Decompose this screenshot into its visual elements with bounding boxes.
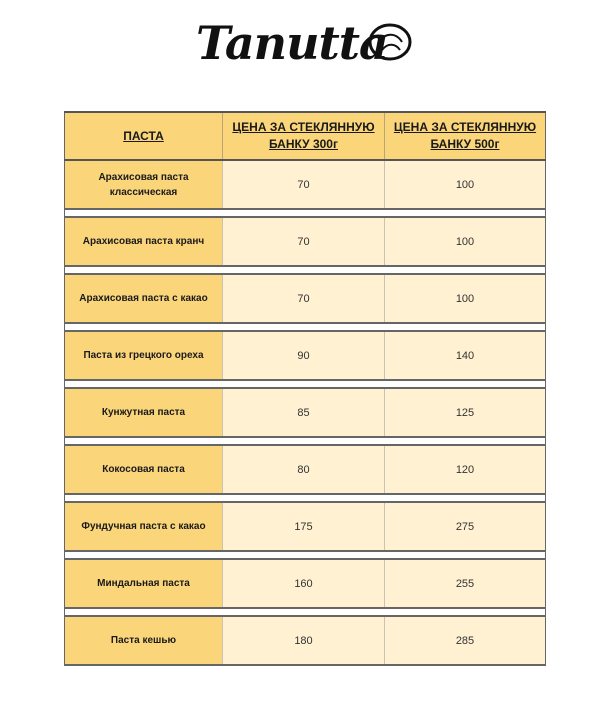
table-row bbox=[65, 502, 546, 551]
header-price-300: ЦЕНА ЗА СТЕКЛЯННУЮ БАНКУ 300г bbox=[223, 112, 385, 160]
row-price-500: 255 bbox=[385, 559, 546, 608]
row-name: Арахисовая паста классическая bbox=[65, 160, 223, 209]
row-price-500: 275 bbox=[385, 502, 546, 551]
row-gap bbox=[65, 494, 546, 502]
table-row bbox=[65, 559, 546, 608]
table-header-row bbox=[65, 112, 546, 160]
row-name: Арахисовая паста с какао bbox=[65, 274, 223, 323]
row-price-500: 125 bbox=[385, 388, 546, 437]
row-gap bbox=[65, 437, 546, 445]
table-row bbox=[65, 217, 546, 266]
nut-icon bbox=[368, 22, 412, 62]
row-price-300: 160 bbox=[223, 559, 385, 608]
row-gap bbox=[65, 551, 546, 559]
row-gap bbox=[65, 608, 546, 616]
row-gap bbox=[65, 209, 546, 217]
row-price-300: 70 bbox=[223, 217, 385, 266]
row-name: Миндальная паста bbox=[65, 559, 223, 608]
table-row bbox=[65, 388, 546, 437]
row-price-300: 70 bbox=[223, 160, 385, 209]
table-row bbox=[65, 445, 546, 494]
row-price-500: 100 bbox=[385, 274, 546, 323]
row-price-500: 100 bbox=[385, 160, 546, 209]
row-price-500: 140 bbox=[385, 331, 546, 380]
row-price-300: 70 bbox=[223, 274, 385, 323]
row-price-300: 175 bbox=[223, 502, 385, 551]
header-product: ПАСТА bbox=[65, 112, 223, 160]
row-name: Паста из грецкого ореха bbox=[65, 331, 223, 380]
row-price-300: 90 bbox=[223, 331, 385, 380]
row-price-300: 80 bbox=[223, 445, 385, 494]
row-price-300: 180 bbox=[223, 616, 385, 665]
row-name: Кокосовая паста bbox=[65, 445, 223, 494]
header-price-500: ЦЕНА ЗА СТЕКЛЯННУЮ БАНКУ 500г bbox=[385, 112, 546, 160]
row-name: Кунжутная паста bbox=[65, 388, 223, 437]
row-name: Арахисовая паста кранч bbox=[65, 217, 223, 266]
table-row bbox=[65, 274, 546, 323]
row-price-500: 120 bbox=[385, 445, 546, 494]
row-gap bbox=[65, 323, 546, 331]
row-price-500: 285 bbox=[385, 616, 546, 665]
row-gap bbox=[65, 380, 546, 388]
row-name: Паста кешью bbox=[65, 616, 223, 665]
table-row bbox=[65, 616, 546, 665]
brand-logo-text: Tanutta bbox=[196, 16, 388, 70]
row-price-300: 85 bbox=[223, 388, 385, 437]
table-row bbox=[65, 331, 546, 380]
row-name: Фундучная паста с какао bbox=[65, 502, 223, 551]
brand-logo bbox=[196, 14, 412, 74]
row-price-500: 100 bbox=[385, 217, 546, 266]
row-gap bbox=[65, 266, 546, 274]
price-table bbox=[64, 111, 546, 666]
table-row bbox=[65, 160, 546, 209]
